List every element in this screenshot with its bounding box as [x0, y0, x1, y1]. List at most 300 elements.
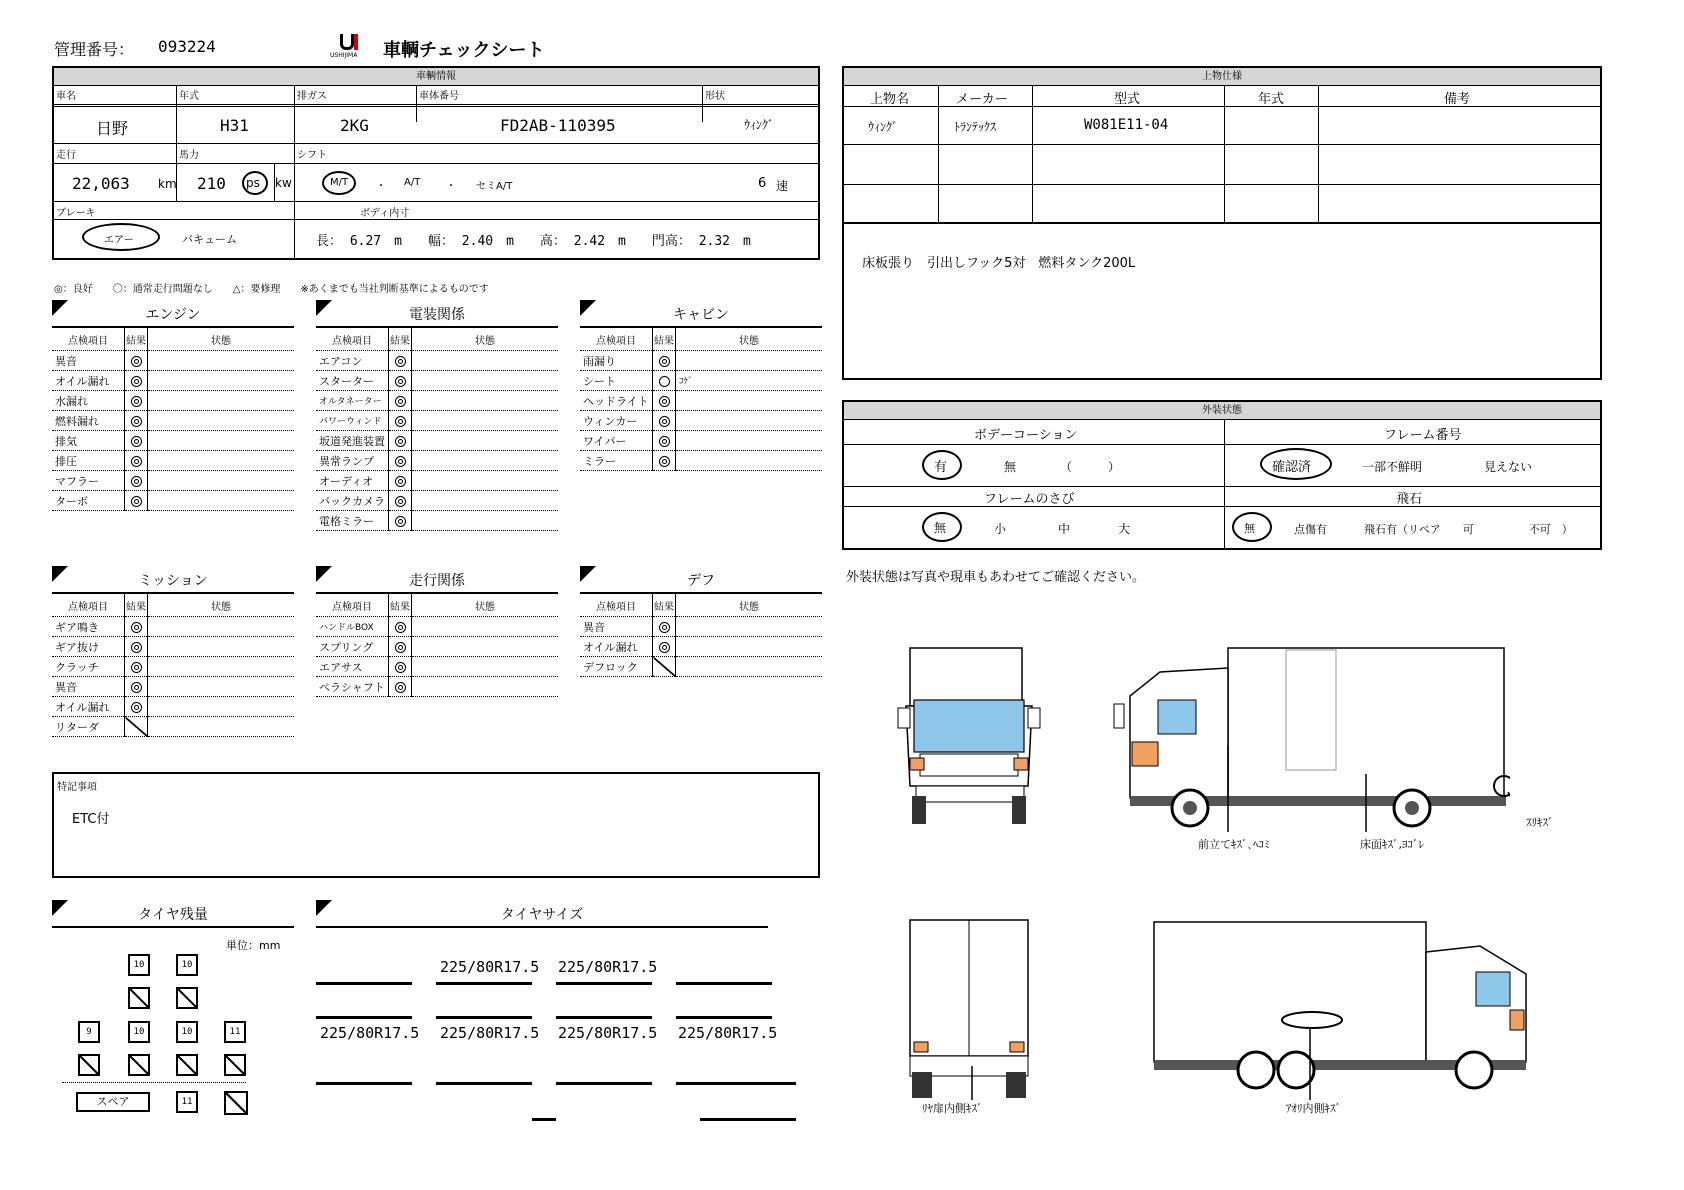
item-state [148, 657, 295, 677]
body-label: ボディ内寸 [360, 208, 410, 219]
col-result: 結果 [389, 594, 412, 617]
item-state [676, 637, 823, 657]
item-state [676, 431, 823, 451]
mission-checklist [52, 566, 294, 737]
upper-col-year: 年式 [1258, 92, 1285, 107]
item-result [125, 491, 148, 511]
shape-value: ｳｨﾝｸﾞ [744, 118, 775, 132]
tire-blank-4 [128, 1054, 150, 1076]
shape-label: 形状 [705, 91, 725, 102]
tire-remaining [52, 900, 294, 928]
checklist-row [316, 677, 558, 697]
item-result [389, 491, 412, 511]
hp-label: 馬力 [179, 150, 199, 161]
item-result [389, 391, 412, 411]
chip-yes: 飛石有（リペア 可 不可 ） [1364, 523, 1573, 536]
shift-label: シフト [297, 150, 327, 161]
item-label: 異音 [580, 617, 653, 637]
special-notes-box [52, 772, 820, 878]
upper-maker: ﾄﾗﾝﾃｯｸｽ [954, 120, 997, 134]
col-state: 状態 [148, 594, 295, 617]
item-label: 異常ランプ [316, 451, 389, 471]
result-mark-icon [131, 356, 142, 367]
checklist-row [52, 451, 294, 471]
special-label: 特記事項 [57, 782, 97, 793]
vehicle-info-header: 車輌情報 [54, 68, 818, 86]
item-result [389, 511, 412, 531]
item-state [412, 391, 559, 411]
checklist-row [52, 657, 294, 677]
item-result [125, 697, 148, 717]
item-state [412, 657, 559, 677]
special-text: ETC付 [72, 812, 110, 827]
tire-rear-2: 10 [128, 1021, 150, 1043]
item-state [148, 717, 295, 737]
damage-side: ｱｵﾘ内側ｷｽﾞ [1286, 1102, 1341, 1115]
result-mark-icon [131, 436, 142, 447]
result-mark-icon [395, 682, 406, 693]
exterior-note: 外装状態は写真や現車もあわせてご確認ください。 [846, 570, 1146, 585]
engine-title: エンジン [145, 307, 201, 323]
gas-value: 2KG [340, 116, 369, 135]
item-label: 異音 [52, 677, 125, 697]
col-item: 点検項目 [52, 328, 125, 351]
item-state [412, 471, 559, 491]
result-mark-icon [131, 682, 142, 693]
item-label: パワーウィンド [316, 411, 389, 431]
tire-front-left: 10 [128, 954, 150, 976]
tire-rear-size-3: 225/80R17.5 [558, 1024, 658, 1042]
result-mark-icon [659, 396, 670, 407]
item-result [125, 617, 148, 637]
result-mark-icon [395, 476, 406, 487]
tire-rear-size-4: 225/80R17.5 [678, 1024, 778, 1042]
result-mark-icon [395, 416, 406, 427]
checklist-row [580, 637, 822, 657]
mission-title: ミッション [138, 573, 208, 589]
item-label: ウィンカー [580, 411, 653, 431]
coat-paren: （ ） [1060, 460, 1121, 474]
shift-sep-1: ・ [376, 181, 386, 192]
item-state [148, 431, 295, 451]
item-result [389, 431, 412, 451]
tire-rear-1: 9 [78, 1021, 100, 1043]
truck-rear-view [906, 916, 1034, 1102]
item-state [412, 411, 559, 431]
maker-label: 車名 [56, 91, 76, 102]
item-label: 電格ミラー [316, 511, 389, 531]
damage-floor: 床面ｷｽﾞ,ﾖｺﾞﾚ [1360, 838, 1424, 851]
item-state [148, 677, 295, 697]
item-label: ミラー [580, 451, 653, 471]
result-mark-icon [395, 642, 406, 653]
col-state: 状態 [412, 328, 559, 351]
checklist-row [580, 391, 822, 411]
item-result [125, 677, 148, 697]
checklist-row [52, 431, 294, 451]
upper-col-notes: 備考 [1444, 92, 1471, 107]
item-state [676, 617, 823, 637]
item-label: 水漏れ [52, 391, 125, 411]
item-result [653, 371, 676, 391]
item-label: オルタネーター [316, 391, 389, 411]
result-mark-icon [395, 356, 406, 367]
item-state [412, 637, 559, 657]
item-label: マフラー [52, 471, 125, 491]
item-state [412, 511, 559, 531]
exterior-header: 外装状態 [844, 402, 1600, 420]
result-mark-icon [395, 496, 406, 507]
frame-no-label: フレーム番号 [1384, 428, 1462, 443]
item-result [125, 351, 148, 371]
maker-value: 日野 [96, 119, 129, 138]
item-label: 排圧 [52, 451, 125, 471]
item-label: ターボ [52, 491, 125, 511]
checklist-row [580, 451, 822, 471]
item-result [389, 371, 412, 391]
hp-kw: kw [275, 176, 292, 190]
item-result [125, 657, 148, 677]
item-label: ギア抜け [52, 637, 125, 657]
hp-ps: ps [246, 176, 260, 190]
result-mark-icon [131, 456, 142, 467]
checklist-row [316, 471, 558, 491]
tire-front-size-1: 225/80R17.5 [440, 958, 540, 976]
checklist-row [316, 451, 558, 471]
item-label: オイル漏れ [580, 637, 653, 657]
upper-col-model: 型式 [1114, 92, 1141, 107]
spare-value: 11 [176, 1091, 198, 1113]
rust-label: フレームのさび [984, 492, 1075, 507]
item-state [148, 411, 295, 431]
gears-value: 6 [758, 176, 767, 191]
result-mark-icon [395, 376, 406, 387]
result-mark-icon [131, 642, 142, 653]
result-mark-icon [659, 642, 670, 653]
col-item: 点検項目 [580, 328, 653, 351]
item-label: オイル漏れ [52, 371, 125, 391]
item-label: クラッチ [52, 657, 125, 677]
col-result: 結果 [653, 328, 676, 351]
tire-rear-size-2: 225/80R17.5 [440, 1024, 540, 1042]
shift-semi: セミA/T [476, 181, 513, 192]
chip-label: 飛石 [1396, 492, 1423, 507]
result-mark-icon [131, 476, 142, 487]
checklist-row [316, 411, 558, 431]
item-result [653, 657, 676, 677]
col-state: 状態 [676, 328, 823, 351]
mgmt-number: 093224 [158, 37, 216, 56]
result-mark-icon [395, 622, 406, 633]
col-result: 結果 [653, 594, 676, 617]
result-mark-icon [131, 416, 142, 427]
tire-rear-3: 10 [176, 1021, 198, 1043]
shift-mt: M/T [330, 177, 349, 188]
result-mark-icon [131, 396, 142, 407]
checklist-row [52, 411, 294, 431]
item-state [148, 471, 295, 491]
result-mark-icon [395, 662, 406, 673]
item-result [653, 637, 676, 657]
mileage-unit: km [158, 177, 177, 191]
rust-none: 無 [934, 521, 947, 535]
item-label: スターター [316, 371, 389, 391]
diff-title: デフ [687, 573, 715, 589]
legend: ◎：良好 〇：通常走行問題なし △：要修理 ※あくまでも当社判断基準によるものです [54, 284, 489, 295]
result-mark-icon [659, 436, 670, 447]
checklist-row [580, 431, 822, 451]
col-result: 結果 [125, 594, 148, 617]
item-result [125, 637, 148, 657]
item-result [389, 637, 412, 657]
checklist-row [316, 371, 558, 391]
item-state [676, 657, 823, 677]
tire-rear-4: 11 [224, 1021, 246, 1043]
truck-front-view [896, 646, 1042, 826]
item-label: ハンドルBOX [316, 617, 389, 637]
cabin-checklist [580, 300, 822, 471]
tire-size-title: タイヤサイズ [500, 907, 584, 923]
rust-small: 小 [994, 522, 1007, 536]
upper-model: W081E11-04 [1084, 117, 1169, 133]
col-item: 点検項目 [52, 594, 125, 617]
brake-label: ブレーキ [56, 208, 96, 219]
checklist-row [580, 411, 822, 431]
mileage-value: 22,063 [72, 174, 130, 193]
item-result [125, 451, 148, 471]
checklist-row [316, 431, 558, 451]
result-mark-icon [131, 702, 142, 713]
tire-front-right: 10 [176, 954, 198, 976]
item-state [676, 391, 823, 411]
item-state [148, 451, 295, 471]
result-mark-icon [131, 662, 142, 673]
spare-label: スペア [76, 1092, 150, 1112]
damage-scrape: ｽﾘｷｽﾞ [1526, 816, 1554, 829]
item-state [148, 371, 295, 391]
item-result [125, 411, 148, 431]
checklist-row [52, 637, 294, 657]
item-label: エアサス [316, 657, 389, 677]
item-state [412, 431, 559, 451]
checklist-row [580, 351, 822, 371]
drive-title: 走行関係 [409, 573, 465, 589]
item-state [412, 491, 559, 511]
engine-checklist [52, 300, 294, 511]
body-dims: 長： 6.27 m 幅： 2.40 m 高： 2.42 m 門高： 2.32 m [316, 234, 751, 249]
tire-size [316, 900, 768, 928]
item-state [148, 491, 295, 511]
item-result [389, 411, 412, 431]
item-result [653, 411, 676, 431]
item-result [389, 351, 412, 371]
checklist-row [580, 371, 822, 391]
item-result [125, 371, 148, 391]
item-state [412, 451, 559, 471]
item-result [653, 351, 676, 371]
tire-blank-1 [128, 987, 150, 1009]
truck-side-view [1110, 646, 1510, 836]
gas-label: 排ガス [297, 91, 327, 102]
checklist-row [316, 637, 558, 657]
item-label: 坂道発進装置 [316, 431, 389, 451]
result-mark-icon [659, 376, 670, 387]
result-mark-icon [659, 356, 670, 367]
item-result [389, 657, 412, 677]
item-state [676, 351, 823, 371]
chassis-value: FD2AB-110395 [500, 116, 616, 135]
item-result [389, 471, 412, 491]
result-mark-icon [131, 376, 142, 387]
result-mark-icon [395, 436, 406, 447]
checklist-row [316, 391, 558, 411]
cabin-title: キャビン [673, 307, 729, 323]
item-label: オーディオ [316, 471, 389, 491]
result-mark-icon [395, 396, 406, 407]
result-mark-icon [131, 622, 142, 633]
frame-invisible: 見えない [1484, 460, 1533, 474]
mgmt-label: 管理番号： [54, 40, 135, 59]
item-result [389, 451, 412, 471]
gears-unit: 速 [776, 179, 789, 193]
tire-blank-5 [176, 1054, 198, 1076]
diff-checklist [580, 566, 822, 677]
col-item: 点検項目 [580, 594, 653, 617]
tire-unit: 単位：mm [226, 939, 281, 952]
damage-rear-door: ﾘﾔ扉内側ｷｽﾞ [922, 1102, 983, 1115]
item-state: ｺｹﾞ [676, 371, 823, 391]
coat-no: 無 [1004, 460, 1017, 474]
item-state [148, 391, 295, 411]
result-mark-icon [395, 516, 406, 527]
checklist-row [316, 511, 558, 531]
tire-blank-2 [176, 987, 198, 1009]
result-mark-icon [131, 496, 142, 507]
checklist-row [52, 351, 294, 371]
item-label: シート [580, 371, 653, 391]
item-label: 異音 [52, 351, 125, 371]
item-result [653, 617, 676, 637]
upper-notes: 床板張り 引出しフック5対 燃料タンク200L [862, 256, 1136, 271]
coat-yes: 有 [934, 460, 948, 475]
upper-spec-table [842, 66, 1602, 380]
result-mark-icon [659, 622, 670, 633]
chip-point: 点傷有 [1294, 523, 1327, 536]
col-state: 状態 [148, 328, 295, 351]
item-label: ギア鳴き [52, 617, 125, 637]
checklist-row [52, 697, 294, 717]
item-result [125, 717, 148, 737]
col-item: 点検項目 [316, 594, 389, 617]
item-label: 燃料漏れ [52, 411, 125, 431]
tire-blank-3 [78, 1054, 100, 1076]
item-label: ヘッドライト [580, 391, 653, 411]
col-result: 結果 [389, 328, 412, 351]
item-label: リターダ [52, 717, 125, 737]
brake-vacuum: バキューム [182, 233, 237, 246]
mileage-label: 走行 [56, 150, 76, 161]
checklist-row [52, 491, 294, 511]
chassis-label: 車体番号 [419, 91, 459, 102]
exterior-table [842, 400, 1602, 550]
col-result: 結果 [125, 328, 148, 351]
frame-confirmed: 確認済 [1272, 460, 1312, 475]
checklist-row [316, 491, 558, 511]
hp-value: 210 [197, 174, 226, 193]
item-result [125, 391, 148, 411]
item-label: オイル漏れ [52, 697, 125, 717]
drive-checklist [316, 566, 558, 697]
item-result [653, 391, 676, 411]
tire-front-size-2: 225/80R17.5 [558, 958, 658, 976]
item-label: ワイパー [580, 431, 653, 451]
item-state [412, 371, 559, 391]
year-value: H31 [220, 116, 249, 135]
tire-rem-title: タイヤ残量 [138, 907, 208, 923]
item-label: ペラシャフト [316, 677, 389, 697]
item-state [412, 677, 559, 697]
damage-front: 前立てｷｽﾞ､ﾍｺﾐ [1198, 838, 1270, 851]
item-label: バックカメラ [316, 491, 389, 511]
year-label: 年式 [179, 91, 199, 102]
item-label: 雨漏り [580, 351, 653, 371]
item-result [389, 677, 412, 697]
checklist-row [316, 351, 558, 371]
tire-rear-size-1: 225/80R17.5 [320, 1024, 420, 1042]
checklist-row [52, 371, 294, 391]
coat-label: ボデーコーション [974, 428, 1078, 443]
item-result [125, 471, 148, 491]
item-state [148, 351, 295, 371]
item-result [125, 431, 148, 451]
checklist-row [52, 617, 294, 637]
col-state: 状態 [676, 594, 823, 617]
chip-none: 無 [1244, 522, 1255, 535]
checklist-row [52, 677, 294, 697]
electric-checklist [316, 300, 558, 531]
upper-col-maker: メーカー [956, 92, 1008, 107]
item-state [412, 617, 559, 637]
item-state [148, 617, 295, 637]
result-mark-icon [395, 456, 406, 467]
frame-partial: 一部不鮮明 [1362, 460, 1423, 474]
result-mark-icon [659, 416, 670, 427]
item-label: 排気 [52, 431, 125, 451]
page-title: 車輌チェックシート [383, 40, 545, 61]
col-item: 点検項目 [316, 328, 389, 351]
checklist-row [316, 657, 558, 677]
item-state [412, 351, 559, 371]
checklist-row [52, 391, 294, 411]
item-state [148, 637, 295, 657]
item-result [653, 451, 676, 471]
checklist-row [52, 717, 294, 737]
tire-blank-6 [224, 1054, 246, 1076]
checklist-row [580, 617, 822, 637]
checklist-row [580, 657, 822, 677]
electric-title: 電装関係 [409, 307, 465, 323]
result-mark-icon [659, 456, 670, 467]
rust-medium: 中 [1058, 522, 1071, 536]
item-state [676, 411, 823, 431]
item-label: スプリング [316, 637, 389, 657]
item-result [653, 431, 676, 451]
upper-col-name: 上物名 [870, 92, 910, 107]
shift-sep-2: ・ [446, 181, 456, 192]
brake-air: エアー [104, 235, 134, 246]
item-state [148, 697, 295, 717]
upper-spec-header: 上物仕様 [844, 68, 1600, 86]
